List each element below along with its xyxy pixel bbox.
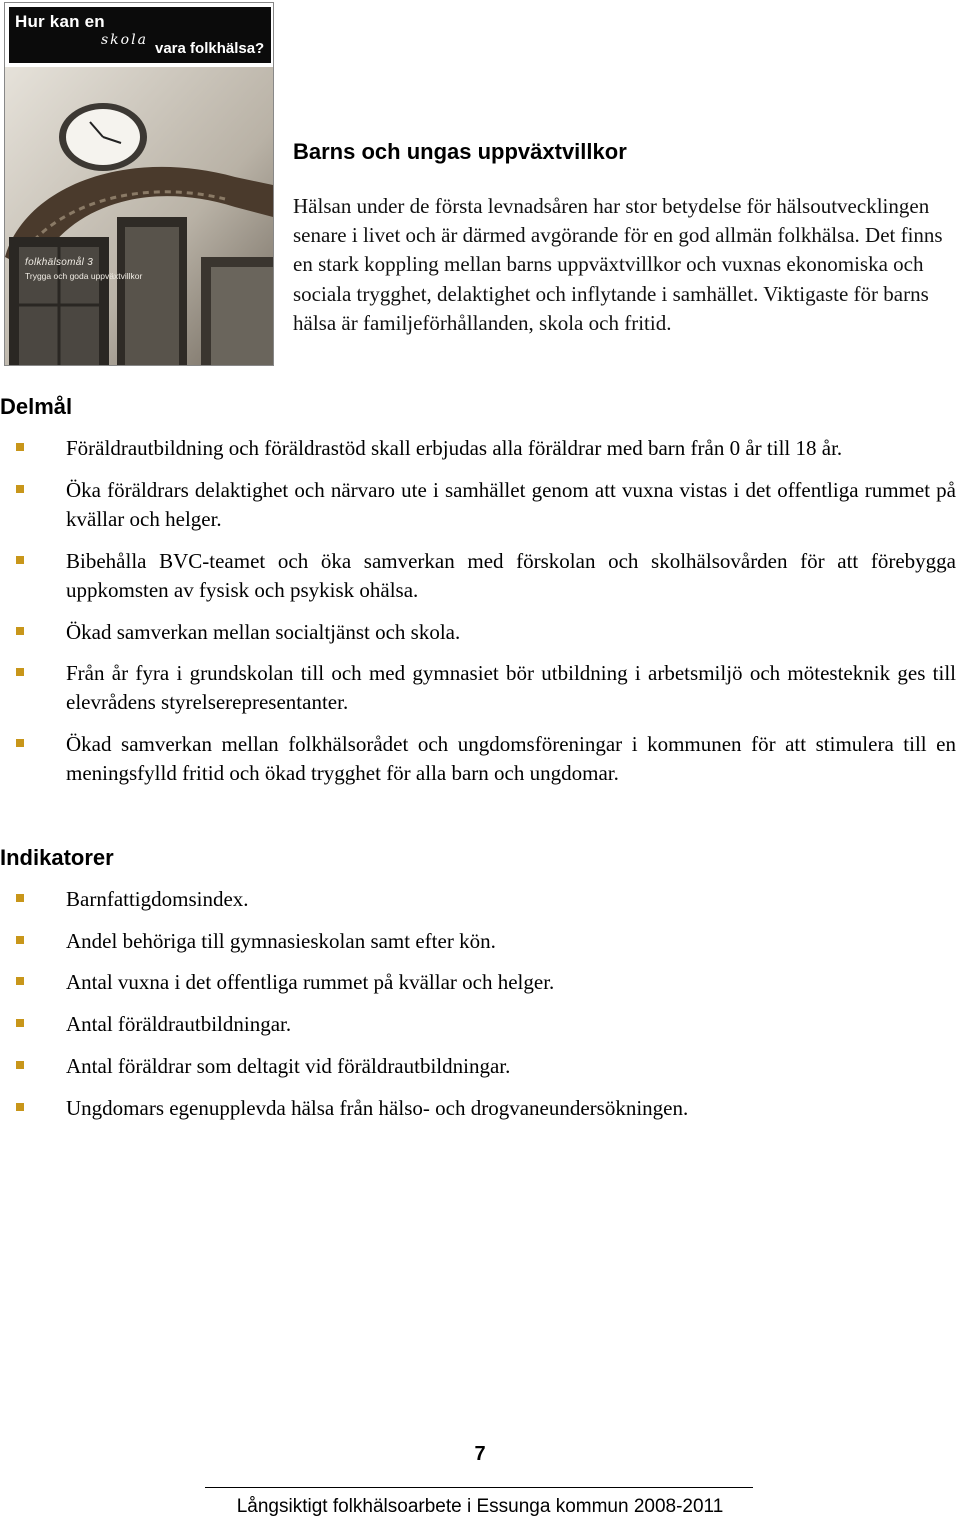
square-bullet-icon [16,627,24,635]
list-item [0,1094,956,1123]
delmal-heading: Delmål [0,394,73,419]
cover-image [4,2,274,366]
list-item-text: Barnfattigdomsindex. [66,887,249,911]
list-item-text: Andel behöriga till gymnasieskolan samt efter kön. [66,928,496,953]
list-item [0,968,956,997]
list-item [0,1010,956,1039]
square-bullet-icon [16,668,24,676]
square-bullet-icon [16,894,24,902]
list-item-text: Föräldrautbildning och föräldrastöd skall erbjudas alla föräldrar med barn från 0 år till 18 år. [66,436,843,460]
cover-banner-line1: Hur kan en [15,12,105,31]
square-bullet-icon [16,1061,24,1069]
list-item-text: Antal föräldrautbildningar. [66,1012,292,1037]
list-item-text: Ökad samverkan mellan socialtjänst och skola. [66,619,461,644]
list-item [0,659,956,717]
indikatorer-heading: Indikatorer [0,845,114,870]
clock-icon [59,103,147,171]
section-title: Barns och ungas uppväxtvillkor [293,139,627,164]
square-bullet-icon [16,1103,24,1111]
list-item-text: Antal vuxna i det offentliga rummet på kvällar och helger. [66,970,555,995]
building-photo [5,67,273,365]
square-bullet-icon [16,936,24,944]
square-bullet-icon [16,739,24,747]
cover-banner [5,3,273,67]
list-item [0,927,956,956]
square-bullet-icon [16,556,24,564]
cover-caption-title: folkhälsomål 3 [25,257,94,268]
list-item-text: Öka föräldrars delaktighet och närvaro ute i samhället genom att vuxna vistas i det offentliga rummet på kvällar och helger. [66,477,956,531]
footer-divider [205,1487,753,1488]
cover-banner-line2: skola [101,32,148,48]
list-item-text: Ökad samverkan mellan folkhälsorådet och ungdomsföreningar i kommunen för att stimulera till en meningsfylld fritid och ökad trygghet för alla barn och ungdomar. [66,732,956,786]
list-item [0,434,956,463]
square-bullet-icon [16,443,24,451]
list-item [0,885,956,914]
list-item-text: Ungdomars egenupplevda hälsa från hälso- och drogvaneundersökningen. [66,1095,689,1120]
indikatorer-list [0,885,956,1135]
list-item-text: Från år fyra i grundskolan till och med gymnasiet bör utbildning i arbetsmiljö och mötesteknik ges till elevrådens styrelserepresentanter. [66,661,956,715]
square-bullet-icon [16,1019,24,1027]
cover-caption-subtitle: Trygga och goda uppväxtvillkor [25,271,143,281]
page-number: 7 [474,1443,486,1465]
list-item [0,476,956,534]
list-item [0,547,956,605]
list-item-text: Antal föräldrar som deltagit vid föräldrautbildningar. [66,1053,511,1078]
delmal-list [0,434,956,801]
intro-paragraph: Hälsan under de första levnadsåren har stor betydelse för hälsoutvecklingen senare i livet och är därmed avgörande för en god allmän folkhälsa. Det finns en stark koppling mellan barns uppväxtvillkor och vuxnas ekonomiska och sociala trygghet, delaktighet och inflytande i samhället. Viktigaste för barns hälsa är familjeförhållanden, skola och fritid. [293,194,943,335]
footer-text: Långsiktigt folkhälsoarbete i Essunga kommun 2008-2011 [236,1496,724,1517]
square-bullet-icon [16,977,24,985]
list-item [0,618,956,647]
cover-banner-line3: vara folkhälsa? [155,40,265,57]
list-item [0,730,956,788]
square-bullet-icon [16,485,24,493]
list-item [0,1052,956,1081]
list-item-text: Bibehålla BVC-teamet och öka samverkan med förskolan och skolhälsovården för att förebygga uppkomsten av fysisk och psykisk ohälsa. [66,548,956,602]
